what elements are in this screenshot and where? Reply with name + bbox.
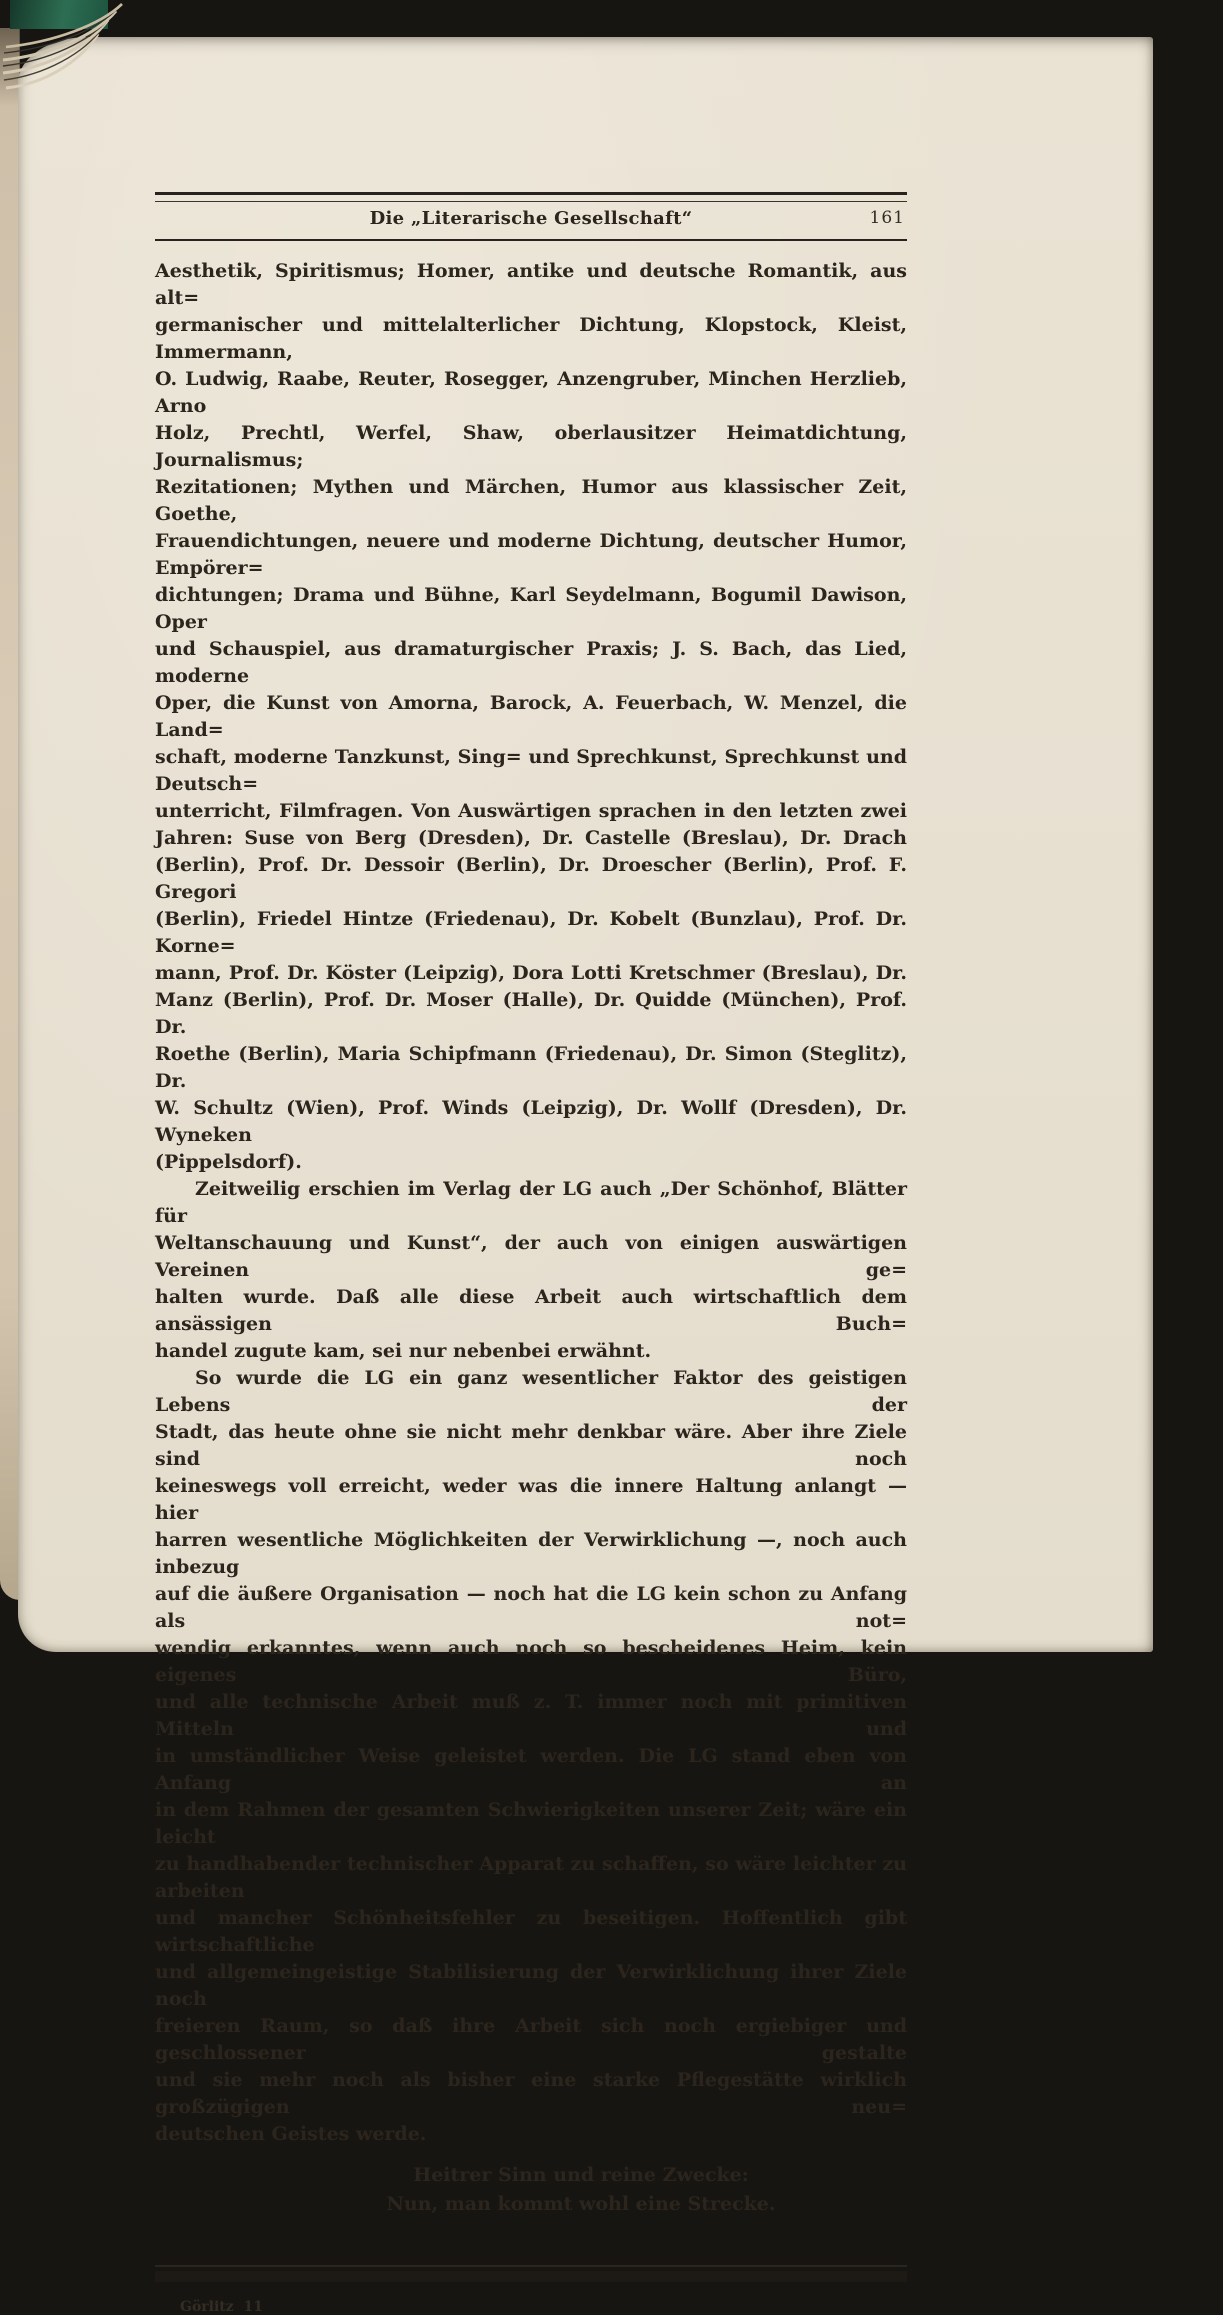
text-line: unterricht, Filmfragen. Von Auswärtigen sprachen in den letzten zwei [155, 800, 907, 822]
text-line: germanischer und mittelalterlicher Dichtung, Klopstock, Kleist, Immermann, [155, 314, 907, 363]
footer-thin-rule [155, 2265, 907, 2267]
text-line: handel zugute kam, sei nur nebenbei erwähnt. [155, 1340, 652, 1362]
text-line: wendig erkanntes, wenn auch noch so bescheidenes Heim, kein eigenes Büro, [155, 1637, 907, 1686]
text-line: freieren Raum, so daß ihre Arbeit sich noch ergiebiger und geschlossener gestalte [155, 2015, 907, 2064]
text-line: Aesthetik, Spiritismus; Homer, antike und deutsche Romantik, aus alt= [155, 260, 907, 309]
text-line: O. Ludwig, Raabe, Reuter, Rosegger, Anzengruber, Minchen Herzlieb, Arno [155, 368, 907, 417]
text-line: Manz (Berlin), Prof. Dr. Moser (Halle), Dr. Quidde (München), Prof. Dr. [155, 989, 907, 1038]
text-line: (Pippelsdorf). [155, 1151, 302, 1173]
closing-verse [255, 2161, 907, 2219]
text-line: zu handhabender technischer Apparat zu schaffen, so wäre leichter zu arbeiten [155, 1853, 907, 1902]
text-line: Oper, die Kunst von Amorna, Barock, A. Feuerbach, W. Menzel, die Land= [155, 692, 907, 741]
text-line: Jahren: Suse von Berg (Dresden), Dr. Castelle (Breslau), Dr. Drach [155, 827, 907, 849]
verse-line: Nun, man kommt wohl eine Strecke. [386, 2193, 776, 2215]
verse-line: Heitrer Sinn und reine Zwecke: [413, 2164, 749, 2186]
page-curl-corner [0, 0, 180, 100]
page-number: 161 [869, 208, 905, 228]
text-line: Stadt, das heute ohne sie nicht mehr denkbar wäre. Aber ihre Ziele sind noch [155, 1421, 907, 1470]
text-line: Frauendichtungen, neuere und moderne Dichtung, deutscher Humor, Empörer= [155, 530, 907, 579]
text-line: Zeitweilig erschien im Verlag der LG auch „Der Schönhof, Blätter für [155, 1178, 907, 1227]
text-line: Rezitationen; Mythen und Märchen, Humor aus klassischer Zeit, Goethe, [155, 476, 907, 525]
text-line: und allgemeingeistige Stabilisierung der Verwirklichung ihrer Ziele noch [155, 1961, 907, 2010]
text-line: Weltanschauung und Kunst“, der auch von einigen auswärtigen Vereinen ge= [155, 1232, 907, 1281]
text-line: mann, Prof. Dr. Köster (Leipzig), Dora Lotti Kretschmer (Breslau), Dr. [155, 962, 907, 984]
text-line: und sie mehr noch als bisher eine starke Pflegestätte wirklich großzügigen neu= [155, 2069, 907, 2118]
text-line: deutschen Geistes werde. [155, 2123, 427, 2145]
text-line: in umständlicher Weise geleistet werden. Die LG stand eben von Anfang an [155, 1745, 907, 1794]
text-line: Roethe (Berlin), Maria Schipfmann (Friedenau), Dr. Simon (Steglitz), Dr. [155, 1043, 907, 1092]
text-line: und alle technische Arbeit muß z. T. immer noch mit primitiven Mitteln und [155, 1691, 907, 1740]
text-line: keineswegs voll erreicht, weder was die innere Haltung anlangt — hier [155, 1475, 907, 1524]
text-line: So wurde die LG ein ganz wesentlicher Faktor des geistigen Lebens der [155, 1367, 907, 1416]
header-bottom-rule [155, 239, 907, 241]
text-line: W. Schultz (Wien), Prof. Winds (Leipzig), Dr. Wollf (Dresden), Dr. Wyneken [155, 1097, 907, 1146]
text-line: halten wurde. Daß alle diese Arbeit auch wirtschaftlich dem ansässigen Buch= [155, 1286, 907, 1335]
book-page-stack-edge [0, 28, 20, 1600]
footer-thick-bar [155, 2271, 907, 2282]
text-line: und mancher Schönheitsfehler zu beseitigen. Hoffentlich gibt wirtschaftliche [155, 1907, 907, 1956]
text-line: (Berlin), Friedel Hintze (Friedenau), Dr. Kobelt (Bunzlau), Prof. Dr. Korne= [155, 908, 907, 957]
body-text [155, 258, 907, 2219]
running-header-title: Die „Literarische Gesellschaft“ [369, 208, 693, 229]
header-double-rule [155, 192, 907, 202]
text-line: und Schauspiel, aus dramaturgischer Praxis; J. S. Bach, das Lied, moderne [155, 638, 907, 687]
text-line: Holz, Prechtl, Werfel, Shaw, oberlausitzer Heimatdichtung, Journalismus; [155, 422, 907, 471]
scanned-page [18, 37, 1153, 2315]
footer-rules [155, 2265, 907, 2282]
running-header [155, 202, 907, 239]
text-line: harren wesentliche Möglichkeiten der Verwirklichung —, noch auch inbezug [155, 1529, 907, 1578]
text-line: schaft, moderne Tanzkunst, Sing= und Sprechkunst, Sprechkunst und Deutsch= [155, 746, 907, 795]
printers-signature: Görlitz 11 [180, 2299, 263, 2315]
text-column [155, 37, 907, 2315]
text-line: (Berlin), Prof. Dr. Dessoir (Berlin), Dr. Droescher (Berlin), Prof. F. Gregori [155, 854, 907, 903]
text-line: in dem Rahmen der gesamten Schwierigkeiten unserer Zeit; wäre ein leicht [155, 1799, 907, 1848]
text-line: dichtungen; Drama und Bühne, Karl Seydelmann, Bogumil Dawison, Oper [155, 584, 907, 633]
text-line: auf die äußere Organisation — noch hat die LG kein schon zu Anfang als not= [155, 1583, 907, 1632]
